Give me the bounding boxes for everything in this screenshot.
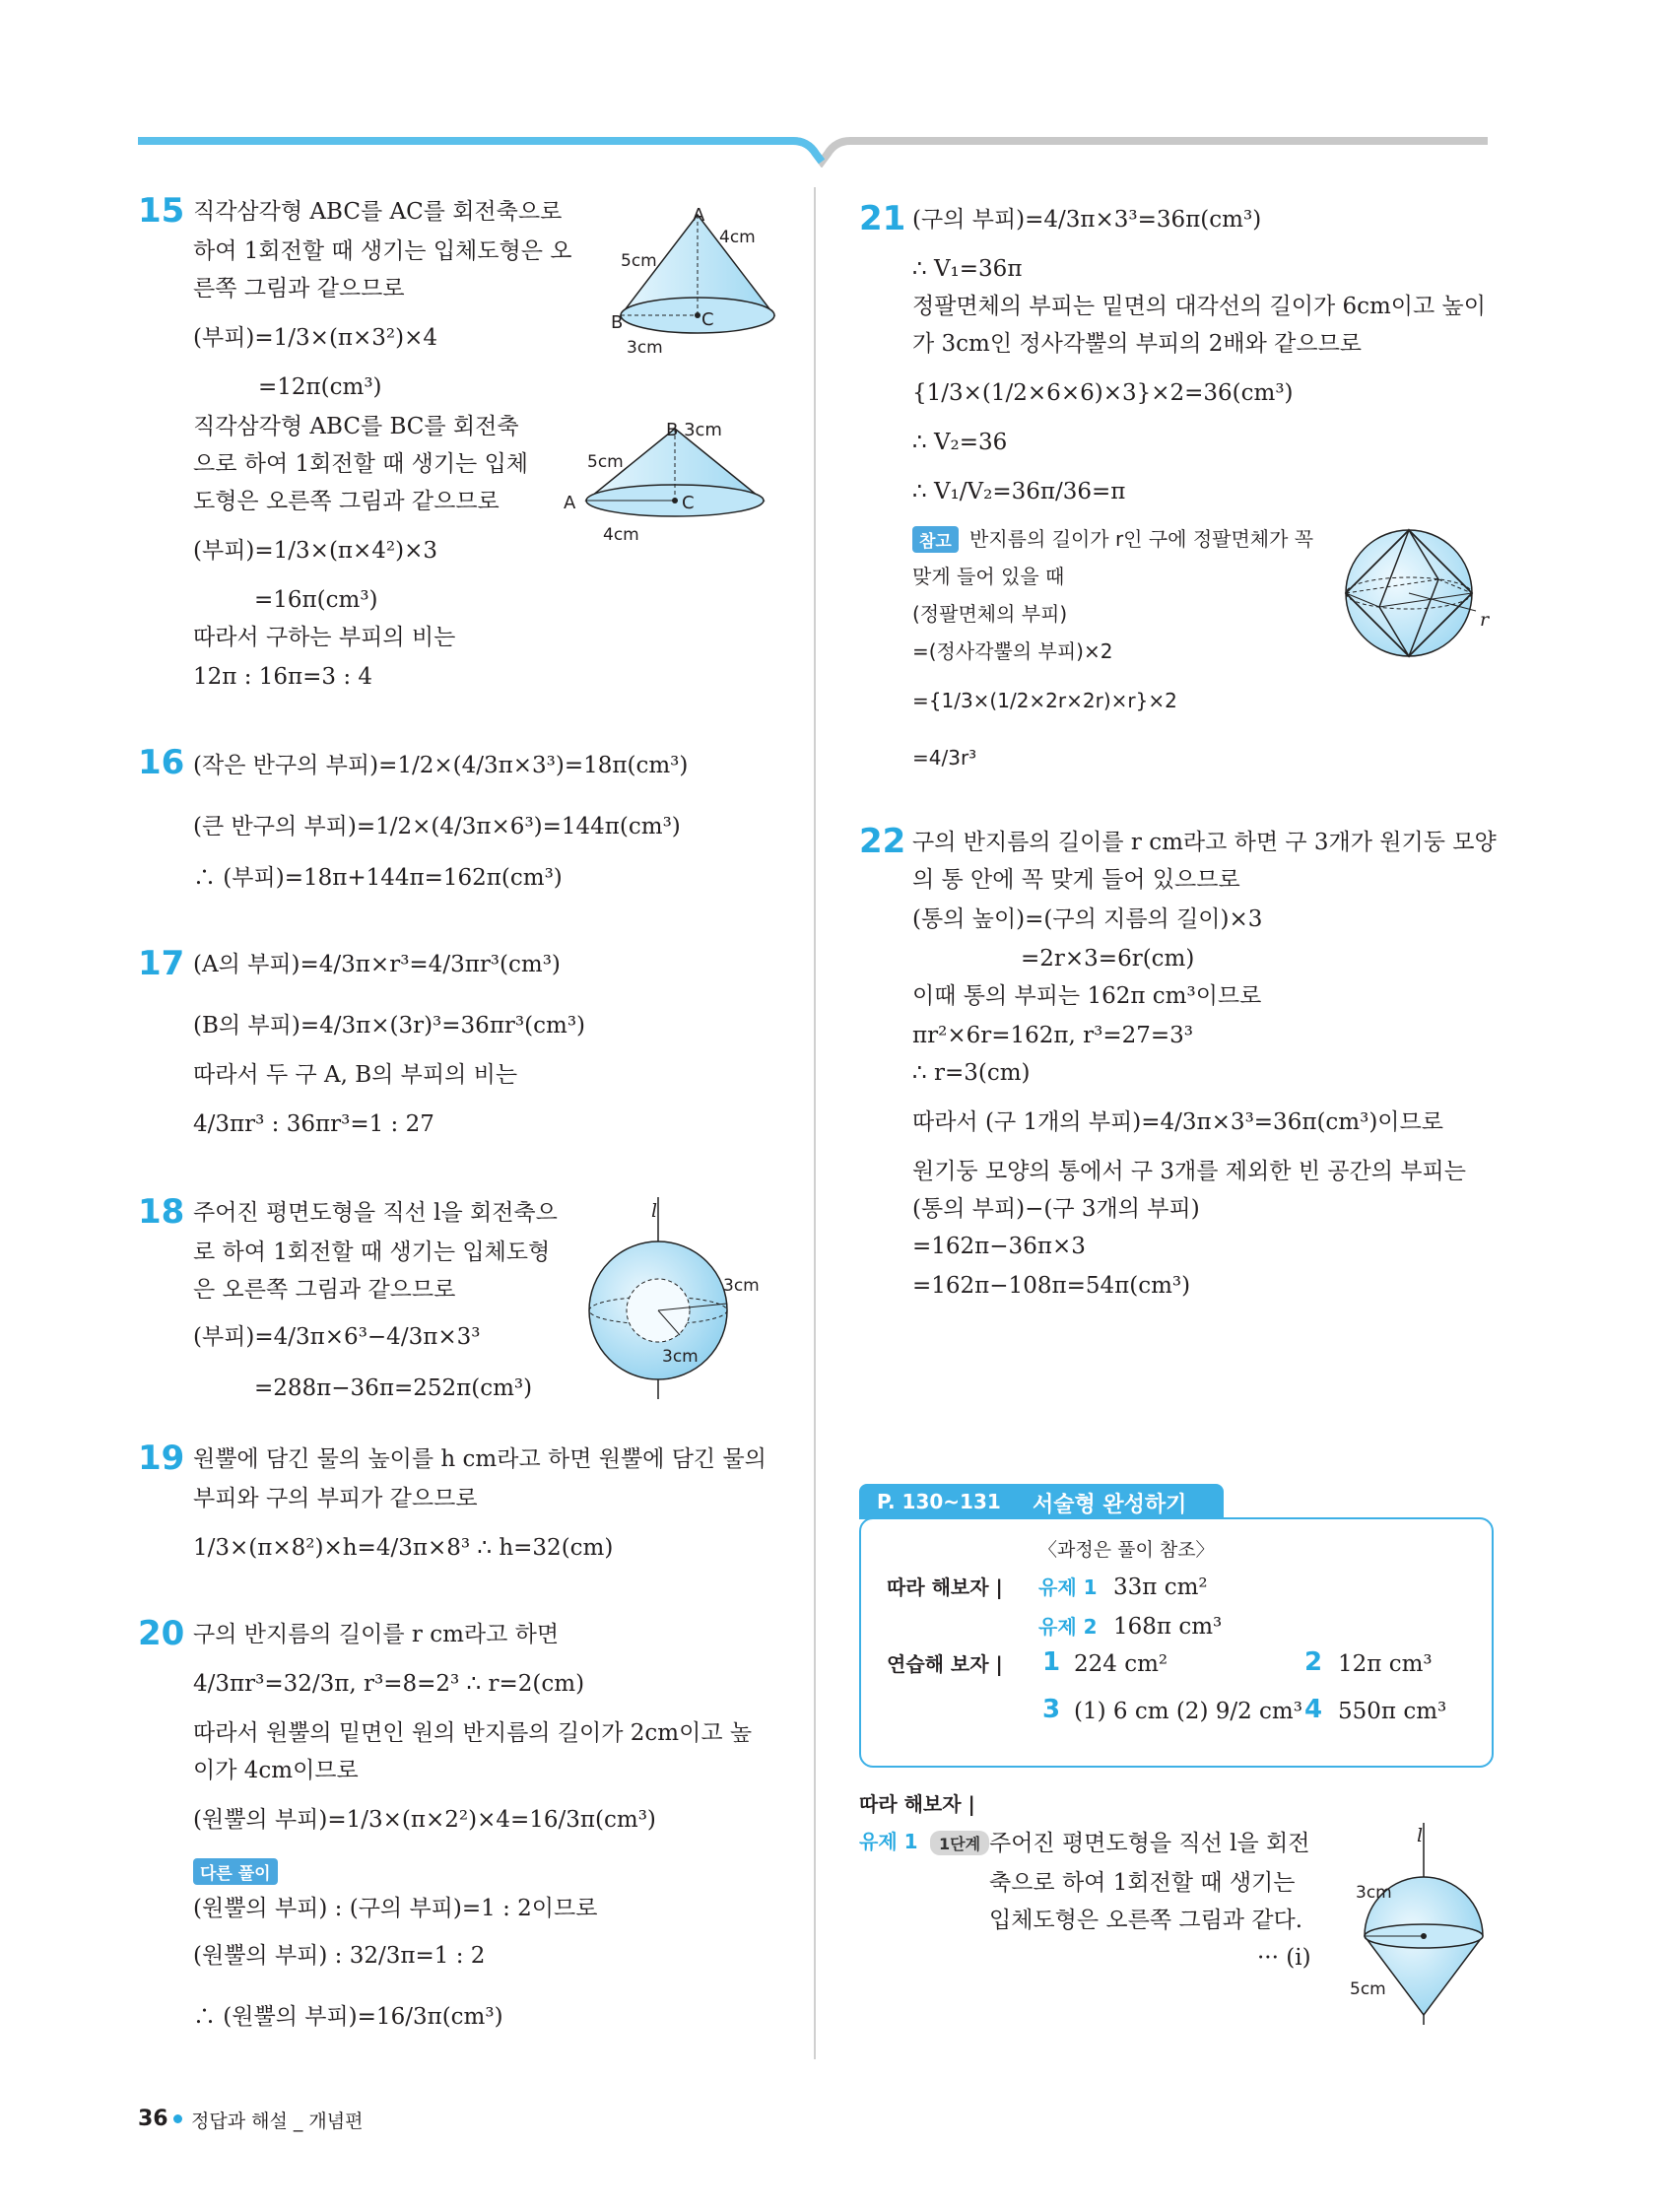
- p17-line-1: (A의 부피)=4/3π×r³=4/3πr³(cm³): [193, 952, 561, 977]
- p17-line-3: 따라서 두 구 A, B의 부피의 비는: [193, 1062, 518, 1088]
- step-1-badge: 1단계: [930, 1831, 989, 1855]
- panel-answer-3-value: (1) 6 cm (2) 9/2 cm³: [1074, 1699, 1302, 1724]
- p15-line-11: 따라서 구하는 부피의 비는: [193, 625, 456, 650]
- p16-line-2: (큰 반구의 부피)=1/2×(4/3π×6³)=144π(cm³): [193, 814, 681, 839]
- problem-19-number: 19: [138, 1439, 185, 1478]
- p21-line-8: 반지름의 길이가 r인 구에 정팔면체가 꼭: [969, 527, 1314, 551]
- p19-line-3: 1/3×(π×8²)×h=4/3π×8³ ∴ h=32(cm): [193, 1535, 614, 1561]
- p21-line-6: ∴ V₂=36: [912, 430, 1008, 455]
- p21-line-4: 가 3cm인 정사각뿔의 부피의 2배와 같으므로: [912, 331, 1363, 357]
- header-bar: [0, 128, 1668, 168]
- p21-line-9: 맞게 들어 있을 때: [912, 565, 1065, 588]
- panel-page-range: P. 130~131: [877, 1490, 1001, 1513]
- follow-line-4: ··· (i): [1257, 1945, 1311, 1971]
- problem-16-number: 16: [138, 743, 185, 782]
- problem-21-number: 21: [859, 199, 906, 238]
- p22-line-3: (통의 높이)=(구의 지름의 길이)×3: [912, 906, 1263, 932]
- panel-answer-1-num: 1: [1042, 1647, 1061, 1677]
- fig2-label-b: B 3cm: [666, 420, 722, 440]
- p20-line-7: (원뿔의 부피) : 32/3π=1 : 2: [193, 1943, 486, 1969]
- p20-line-2: 4/3πr³=32/3π, r³=8=2³ ∴ r=2(cm): [193, 1671, 585, 1697]
- footer-text: 정답과 해설 _ 개념편: [191, 2111, 364, 2132]
- p22-line-4: =2r×3=6r(cm): [1021, 946, 1195, 972]
- problem-17-number: 17: [138, 944, 185, 983]
- problem-18-number: 18: [138, 1192, 185, 1232]
- alt-solution-tag: 다른 풀이: [193, 1858, 278, 1885]
- sphere-cone-slant: 5cm: [1350, 1979, 1386, 1999]
- panel-ex1-label: 유제 1: [1038, 1575, 1098, 1599]
- octahedron-radius-label: r: [1480, 609, 1490, 631]
- fig2-side-1: 5cm: [587, 452, 624, 472]
- fig2-side-2: 4cm: [603, 525, 639, 545]
- fig2-label-c: C: [682, 493, 695, 513]
- panel-ex2-value: 168π cm³: [1113, 1614, 1223, 1640]
- sphere-radius-1: 3cm: [723, 1276, 760, 1296]
- p15-line-12: 12π : 16π=3 : 4: [193, 664, 373, 690]
- p15-line-7: 으로 하여 1회전할 때 생기는 입체: [193, 451, 529, 477]
- panel-answer-2-value: 12π cm³: [1338, 1651, 1433, 1677]
- footer-dot-icon: [173, 2114, 182, 2123]
- p21-line-13: =4/3r³: [912, 746, 977, 770]
- note-tag: 참고: [912, 526, 959, 553]
- p20-line-3: 따라서 원뿔의 밑면인 원의 반지름의 길이가 2cm이고 높: [193, 1720, 753, 1746]
- p21-line-7: ∴ V₁/V₂=36π/36=π: [912, 479, 1126, 504]
- sphere-cone-radius: 3cm: [1356, 1883, 1392, 1903]
- p18-line-2: 로 하여 1회전할 때 생기는 입체도형: [193, 1240, 551, 1265]
- p18-line-3: 은 오른쪽 그림과 같으므로: [193, 1277, 456, 1303]
- p20-line-4: 이가 4cm이므로: [193, 1758, 359, 1783]
- problem-20-number: 20: [138, 1614, 185, 1653]
- p18-line-1: 주어진 평면도형을 직선 l을 회전축으: [193, 1200, 558, 1226]
- fig1-side-2: 5cm: [621, 251, 657, 271]
- p21-line-11: =(정사각뿔의 부피)×2: [912, 639, 1113, 663]
- fig1-side-3: 3cm: [627, 338, 663, 358]
- sphere-cone-axis-label: l: [1417, 1825, 1424, 1846]
- p19-line-1: 원뿔에 담긴 물의 높이를 h cm라고 하면 원뿔에 담긴 물의: [193, 1446, 767, 1472]
- p16-line-3: ∴ (부피)=18π+144π=162π(cm³): [193, 865, 563, 891]
- fig1-label-a: A: [693, 205, 705, 226]
- p21-line-3: 정팔면체의 부피는 밑면의 대각선의 길이가 6cm이고 높이: [912, 294, 1486, 319]
- p15-line-3: 른쪽 그림과 같으므로: [193, 276, 405, 302]
- fig1-label-b: B: [611, 312, 624, 333]
- p22-line-12: =162π−108π=54π(cm³): [912, 1273, 1191, 1299]
- panel-ex1-value: 33π cm²: [1113, 1575, 1208, 1600]
- p19-line-2: 부피와 구의 부피가 같으므로: [193, 1486, 478, 1511]
- p15-line-4: (부피)=1/3×(π×3²)×4: [193, 325, 438, 351]
- p22-line-5: 이때 통의 부피는 162π cm³이므로: [912, 983, 1262, 1009]
- follow-line-1: 주어진 평면도형을 직선 l을 회전: [989, 1831, 1310, 1856]
- p16-line-1: (작은 반구의 부피)=1/2×(4/3π×3³)=18π(cm³): [193, 753, 689, 778]
- follow-line-2: 축으로 하여 1회전할 때 생기는: [989, 1870, 1296, 1896]
- column-divider: [814, 187, 816, 2059]
- sphere-radius-2: 3cm: [662, 1347, 699, 1367]
- p22-line-8: 따라서 (구 1개의 부피)=4/3π×3³=36π(cm³)이므로: [912, 1109, 1443, 1135]
- fig1-side-1: 4cm: [719, 228, 756, 247]
- p18-line-4: (부피)=4/3π×6³−4/3π×3³: [193, 1324, 481, 1350]
- octahedron-sphere-figure: [1340, 522, 1498, 670]
- panel-answer-1-value: 224 cm²: [1074, 1651, 1168, 1677]
- sphere-figure: [581, 1197, 759, 1404]
- p22-line-2: 의 통 안에 꼭 맞게 들어 있으므로: [912, 867, 1240, 893]
- sphere-axis-label: l: [651, 1200, 658, 1222]
- problem-22-number: 22: [859, 822, 906, 861]
- footer-page-number: 36: [138, 2107, 168, 2131]
- p21-line-5: {1/3×(1/2×6×6)×3}×2=36(cm³): [912, 380, 1294, 406]
- panel-answer-2-num: 2: [1304, 1647, 1323, 1677]
- p22-line-6: πr²×6r=162π, r³=27=3³: [912, 1023, 1194, 1048]
- p22-line-7: ∴ r=3(cm): [912, 1060, 1031, 1086]
- p15-line-5: =12π(cm³): [258, 374, 382, 400]
- problem-15-number: 15: [138, 191, 185, 231]
- panel-answer-3-num: 3: [1042, 1695, 1061, 1724]
- p18-line-5: =288π−36π=252π(cm³): [254, 1375, 533, 1401]
- p22-line-11: =162π−36π×3: [912, 1234, 1086, 1259]
- panel-answer-4-num: 4: [1304, 1695, 1323, 1724]
- panel-note: 〈과정은 풀이 참조〉: [1038, 1539, 1215, 1561]
- p20-line-1: 구의 반지름의 길이를 r cm라고 하면: [193, 1622, 560, 1647]
- p20-line-6: (원뿔의 부피) : (구의 부피)=1 : 2이므로: [193, 1896, 598, 1921]
- p21-line-2: ∴ V₁=36π: [912, 256, 1023, 282]
- p15-line-9: (부피)=1/3×(π×4²)×3: [193, 538, 438, 564]
- p17-line-4: 4/3πr³ : 36πr³=1 : 27: [193, 1111, 434, 1137]
- follow-heading: 따라 해보자 |: [859, 1792, 975, 1816]
- panel-title: 서술형 완성하기: [1033, 1493, 1187, 1517]
- follow-example-label: 유제 1: [859, 1830, 918, 1853]
- p20-line-8: ∴ (원뿔의 부피)=16/3π(cm³): [193, 2004, 503, 2030]
- p22-line-10: (통의 부피)−(구 3개의 부피): [912, 1196, 1200, 1222]
- p15-line-8: 도형은 오른쪽 그림과 같으므로: [193, 489, 500, 514]
- p21-line-10: (정팔면체의 부피): [912, 602, 1068, 626]
- p15-line-2: 하여 1회전할 때 생기는 입체도형은 오: [193, 238, 572, 264]
- p17-line-2: (B의 부피)=4/3π×(3r)³=36πr³(cm³): [193, 1013, 586, 1039]
- fig2-label-a: A: [564, 493, 576, 513]
- p21-line-1: (구의 부피)=4/3π×3³=36π(cm³): [912, 207, 1262, 233]
- p21-line-12: ={1/3×(1/2×2r×2r)×r}×2: [912, 689, 1177, 712]
- panel-ex2-label: 유제 2: [1038, 1615, 1098, 1639]
- panel-follow-label: 따라 해보자 |: [887, 1575, 1003, 1599]
- panel-practice-label: 연습해 보자 |: [887, 1652, 1003, 1676]
- p22-line-9: 원기둥 모양의 통에서 구 3개를 제외한 빈 공간의 부피는: [912, 1159, 1466, 1184]
- p15-line-1: 직각삼각형 ABC를 AC를 회전축으로: [193, 199, 563, 225]
- p15-line-10: =16π(cm³): [254, 587, 378, 613]
- p22-line-1: 구의 반지름의 길이를 r cm라고 하면 구 3개가 원기둥 모양: [912, 830, 1497, 855]
- fig1-label-c: C: [701, 309, 714, 330]
- panel-answer-4-value: 550π cm³: [1338, 1699, 1447, 1724]
- panel-tab: [859, 1484, 1224, 1519]
- p20-line-5: (원뿔의 부피)=1/3×(π×2²)×4=16/3π(cm³): [193, 1807, 656, 1833]
- p15-line-6: 직각삼각형 ABC를 BC를 회전축: [193, 414, 519, 439]
- follow-line-3: 입체도형은 오른쪽 그림과 같다.: [989, 1908, 1303, 1933]
